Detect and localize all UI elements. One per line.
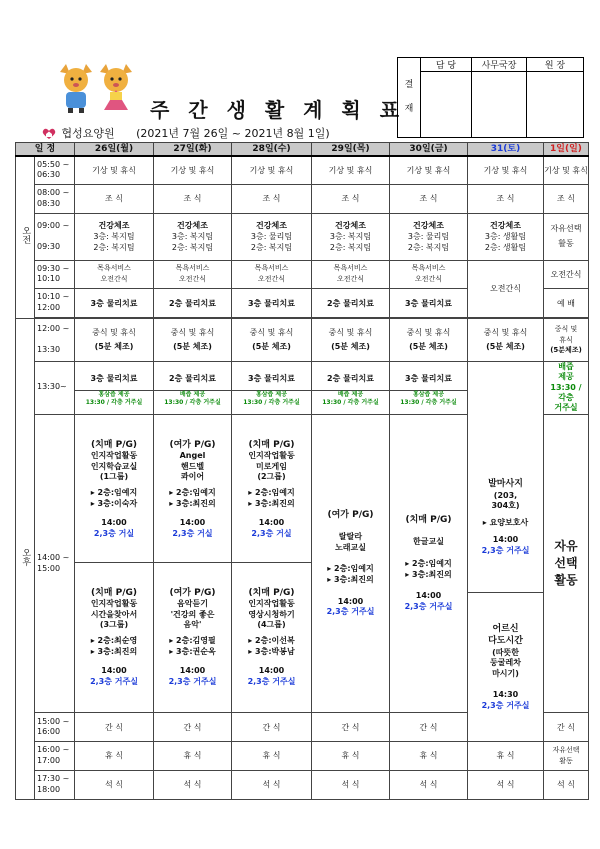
cell-program-sunday: 자유 선택 활동 — [544, 414, 589, 712]
cell-dinner: 석 식 — [390, 770, 468, 799]
cell-pt-drink: 3층 물리치료 홍삼즙 제공 13:30 / 각층 거주실 — [75, 361, 154, 414]
cell-rest: 휴 식 — [312, 742, 390, 770]
section-afternoon: 오후 — [16, 319, 35, 800]
approval-signature-box — [527, 72, 584, 138]
header-day-saturday: 31(토) — [468, 143, 544, 156]
cell-sunday-evening-free: 자유선택 활동 — [544, 742, 589, 770]
facility-name: 협성요양원 — [61, 127, 115, 140]
cell-lunch: 중식 및 휴식 (5분 체조) — [154, 319, 232, 361]
cell-sunday-drink: 배즙 제공 13:30 / 각층 거주실 — [544, 361, 589, 414]
time-slot: 10:10 ~ 12:00 — [35, 289, 75, 318]
cell-rest: 휴 식 — [75, 742, 154, 770]
cell-wake: 기상 및 휴식 — [312, 156, 390, 185]
cell-sunday-lunch: 중식 및 휴식 (5분체조) — [544, 319, 589, 361]
cell-breakfast: 조 식 — [468, 185, 544, 213]
time-slot: 09:00 ~ 09:30 — [35, 213, 75, 260]
cell-snack: 간 식 — [75, 713, 154, 742]
cell-pt-drink: 2층 물리치료 배즙 제공 13:30 / 각층 거주실 — [312, 361, 390, 414]
cell-wake: 기상 및 휴식 — [544, 156, 589, 185]
cell-exercise: 건강체조 3층: 물리팀 2층: 복지팀 — [390, 213, 468, 260]
cell-program-monday: (치매 P/G) 인지작업활동 인지학습교실 (1그룹) ▸ 2층:임예지 ▸ 3층:이숙자 14:00 2,3층 거실 (치매 P/G) 인지작업활동 시간을찾아서 (3그룹) ▸ 2층:최순영 ▸ 3층:최진의 14:00 2,3층 거주실 — [75, 414, 154, 712]
cell-breakfast: 조 식 — [544, 185, 589, 213]
cell-dinner: 석 식 — [154, 770, 232, 799]
time-slot: 05:50 ~ 06:30 — [35, 156, 75, 185]
cell-program-wednesday: (치매 P/G) 인지작업활동 미로게임 (2그룹) ▸ 2층:임예지 ▸ 3층:최진의 14:00 2,3층 거실 (치매 P/G) 인지작업활동 영상시청하기 (4그룹) ▸ 2층:이선복 ▸ 3층:박봉남 14:00 2,3층 거주실 — [232, 414, 312, 712]
header-day: 28일(수) — [232, 143, 312, 156]
cell-physical-therapy: 3층 물리치료 — [232, 289, 312, 318]
cell-exercise: 건강체조 3층: 복지팀 2층: 복지팀 — [312, 213, 390, 260]
cell-bath: 목욕서비스 오전간식 — [232, 260, 312, 288]
cell-breakfast: 조 식 — [312, 185, 390, 213]
cell-wake: 기상 및 휴식 — [468, 156, 544, 185]
cell-breakfast: 조 식 — [75, 185, 154, 213]
time-slot: 12:00 ~ 13:30 — [35, 319, 75, 361]
cell-snack: 간 식 — [390, 713, 468, 742]
cell-physical-therapy: 2층 물리치료 — [312, 289, 390, 318]
page-title: 주 간 생 활 계 획 표 — [150, 98, 406, 122]
cell-pt-drink: 2층 물리치료 배즙 제공 13:30 / 각층 거주실 — [154, 361, 232, 414]
header-day-sunday: 1일(일) — [544, 143, 589, 156]
cell-dinner: 석 식 — [312, 770, 390, 799]
cell-physical-therapy: 3층 물리치료 — [390, 289, 468, 318]
cell-exercise: 건강체조 3층: 생활팀 2층: 생활팀 — [468, 213, 544, 260]
cell-rest: 휴 식 — [154, 742, 232, 770]
cell-program-tuesday: (여가 P/G) Angel 핸드벨 콰이어 ▸ 2층:임예지 ▸ 3층:최진의 14:00 2,3층 거실 (여가 P/G) 음악듣기 '건강의 좋은 음악' ▸ 2층:김영필 ▸ 3층:권순옥 14:00 2,3층 거주실 — [154, 414, 232, 712]
cell-lunch: 중식 및 휴식 (5분 체조) — [232, 319, 312, 361]
header-day: 26일(월) — [75, 143, 154, 156]
header-day: 30일(금) — [390, 143, 468, 156]
cell-lunch: 중식 및 휴식 (5분 체조) — [312, 319, 390, 361]
cell-exercise: 건강체조 3층: 물리팀 2층: 복지팀 — [232, 213, 312, 260]
cell-exercise: 건강체조 3층: 복지팀 2층: 복지팀 — [154, 213, 232, 260]
cell-bath: 목욕서비스 오전간식 — [75, 260, 154, 288]
cell-dinner: 석 식 — [75, 770, 154, 799]
cell-physical-therapy: 2층 물리치료 — [154, 289, 232, 318]
cell-sunday-free: 자유선택 활동 — [544, 213, 589, 260]
cell-wake: 기상 및 휴식 — [232, 156, 312, 185]
cell-snack: 간 식 — [232, 713, 312, 742]
time-slot: 15:00 ~ 16:00 — [35, 713, 75, 742]
cell-wake: 기상 및 휴식 — [390, 156, 468, 185]
heart-house-icon — [42, 128, 56, 140]
cell-lunch: 중식 및 휴식 (5분 체조) — [75, 319, 154, 361]
cell-pt-drink: 3층 물리치료 홍삼즙 제공 13:30 / 각층 거주실 — [232, 361, 312, 414]
approval-side-label: 결 재 — [398, 58, 421, 138]
cell-bath: 목욕서비스 오전간식 — [390, 260, 468, 288]
cell-wake: 기상 및 휴식 — [75, 156, 154, 185]
cell-breakfast: 조 식 — [154, 185, 232, 213]
approval-box — [397, 57, 584, 138]
mascot-logo — [52, 64, 142, 114]
cell-sunday-worship: 예 배 — [544, 289, 589, 318]
header-schedule: 일 정 — [16, 143, 75, 156]
cell-exercise: 건강체조 3층: 복지팀 2층: 복지팀 — [75, 213, 154, 260]
cell-rest: 휴 식 — [390, 742, 468, 770]
cell-breakfast: 조 식 — [232, 185, 312, 213]
cell-dinner: 석 식 — [468, 770, 544, 799]
time-slot: 14:00 ~ 15:00 — [35, 414, 75, 712]
time-slot: 13:30~ — [35, 361, 75, 414]
cell-saturday-program: 발마사지 (203, 304호) ▸ 요양보호사 14:00 2,3층 거주실 어르신 다도시간 (따뜻한 둥굴레차 마시기) 14:30 2,3층 거주실 — [468, 361, 544, 742]
cell-program-friday: (치매 P/G) 한글교실 ▸ 2층:임예지 ▸ 3층:최진의 14:00 2,3층 거주실 — [390, 414, 468, 712]
header-day: 27일(화) — [154, 143, 232, 156]
approval-role: 원 장 — [527, 58, 584, 72]
cell-breakfast: 조 식 — [390, 185, 468, 213]
approval-role: 담 당 — [421, 58, 472, 72]
cell-rest: 휴 식 — [232, 742, 312, 770]
cell-bath: 목욕서비스 오전간식 — [312, 260, 390, 288]
approval-signature-box — [472, 72, 527, 138]
cell-lunch: 중식 및 휴식 (5분 체조) — [390, 319, 468, 361]
cell-saturday-snack: 오전간식 — [468, 260, 544, 317]
cell-bath: 목욕서비스 오전간식 — [154, 260, 232, 288]
section-morning: 오전 — [16, 156, 35, 319]
subtitle — [42, 125, 330, 141]
time-slot: 17:30 ~ 18:00 — [35, 770, 75, 799]
cell-pt-drink: 3층 물리치료 홍삼즙 제공 13:30 / 각층 거주실 — [390, 361, 468, 414]
cell-dinner: 석 식 — [232, 770, 312, 799]
cell-wake: 기상 및 휴식 — [154, 156, 232, 185]
time-slot: 09:30 ~ 10:10 — [35, 260, 75, 288]
time-slot: 16:00 ~ 17:00 — [35, 742, 75, 770]
cell-snack: 간 식 — [312, 713, 390, 742]
cell-dinner: 석 식 — [544, 770, 589, 799]
approval-role: 사무국장 — [472, 58, 527, 72]
cell-sunday-snack: 오전간식 — [544, 260, 589, 288]
cell-rest: 휴 식 — [468, 742, 544, 770]
cell-program-thursday: (여가 P/G) 랄랄라 노래교실 ▸ 2층:임예지 ▸ 3층:최진의 14:00 2,3층 거주실 — [312, 414, 390, 712]
cell-snack: 간 식 — [544, 713, 589, 742]
weekly-schedule-table — [15, 142, 589, 800]
schedule-period: (2021년 7월 26일 ~ 2021년 8월 1일) — [136, 127, 330, 140]
time-slot: 08:00 ~ 08:30 — [35, 185, 75, 213]
cell-lunch: 중식 및 휴식 (5분 체조) — [468, 319, 544, 361]
cell-snack: 간 식 — [154, 713, 232, 742]
cell-physical-therapy: 3층 물리치료 — [75, 289, 154, 318]
approval-signature-box — [421, 72, 472, 138]
header-day: 29일(목) — [312, 143, 390, 156]
